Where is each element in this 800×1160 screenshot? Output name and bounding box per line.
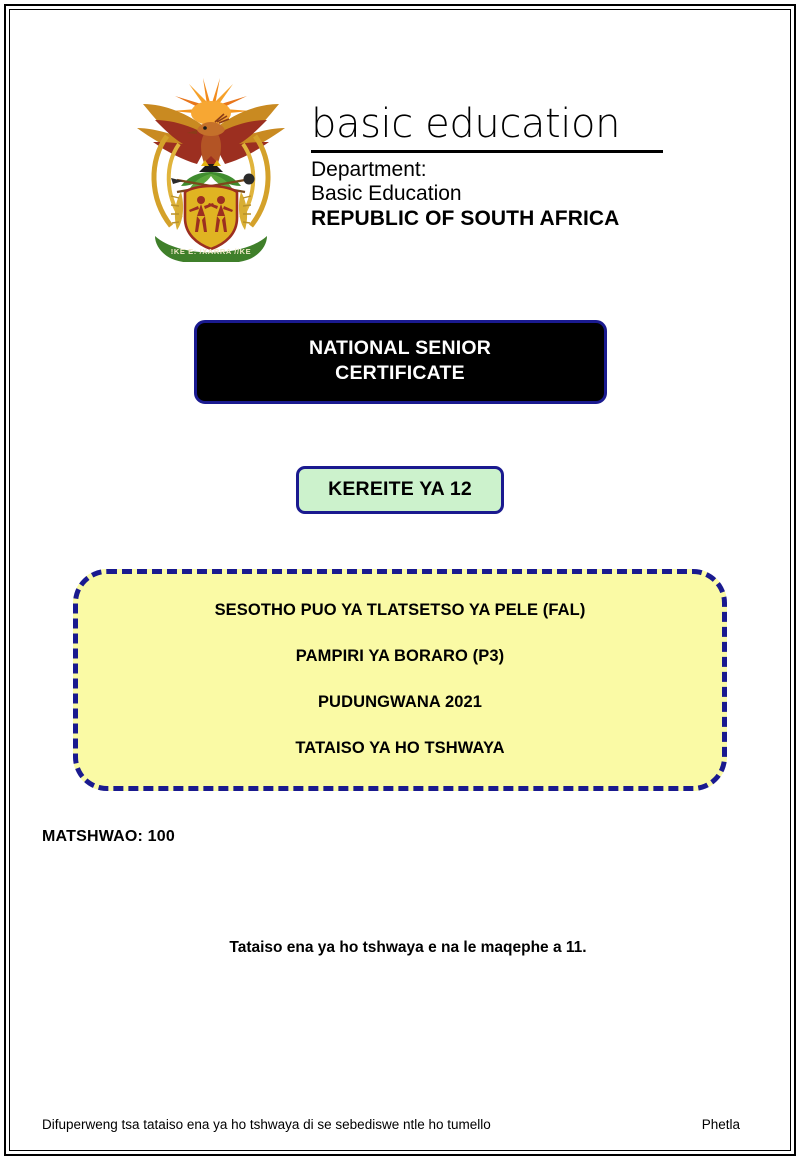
subject-line-session: PUDUNGWANA 2021: [317, 692, 483, 711]
basic-education-wordmark: [311, 76, 663, 231]
footer-copyright-note: Difuperweng tsa tataiso ena ya ho tshwaya di se sebediswe ntle ho tumello: [42, 1117, 491, 1132]
subject-line-paper: PAMPIRI YA BORARO (P3): [295, 646, 505, 665]
footer-turn-over: Phetla: [701, 1117, 740, 1132]
svg-text:!KE E: /XARRA //KE: !KE E: /XARRA //KE: [170, 247, 252, 256]
department-line-3: REPUBLIC OF SOUTH AFRICA: [311, 206, 620, 230]
document-header: [14, 14, 786, 262]
marks-label: MATSHWAO: 100: [42, 827, 175, 845]
subject-box-wrap: [14, 569, 786, 791]
banner-line-2: CERTIFICATE: [335, 361, 465, 384]
banner-line-1: NATIONAL SENIOR: [308, 337, 492, 359]
subject-line-doctype: TATAISO YA HO TSHWAYA: [295, 738, 505, 757]
national-senior-certificate-banner-wrap: [14, 320, 786, 404]
national-senior-certificate-banner: [194, 320, 607, 404]
south-african-coat-of-arms-icon: [127, 76, 295, 262]
wordmark-rule: [311, 150, 663, 153]
page-content: [14, 14, 786, 1146]
department-line-2: Basic Education: [311, 182, 462, 206]
grade-box: KEREITE YA 12: [296, 466, 504, 514]
page-footer: [42, 1117, 758, 1132]
subject-line-title: SESOTHO PUO YA TLATSETSO YA PELE (FAL): [214, 600, 586, 619]
department-line-1: Department:: [311, 158, 427, 181]
subject-box: [73, 569, 727, 791]
pages-note: Tataiso ena ya ho tshwaya e na le maqephe a 11.: [229, 938, 587, 956]
wordmark-title: basic education: [311, 101, 621, 147]
grade-box-wrap: [14, 466, 786, 514]
